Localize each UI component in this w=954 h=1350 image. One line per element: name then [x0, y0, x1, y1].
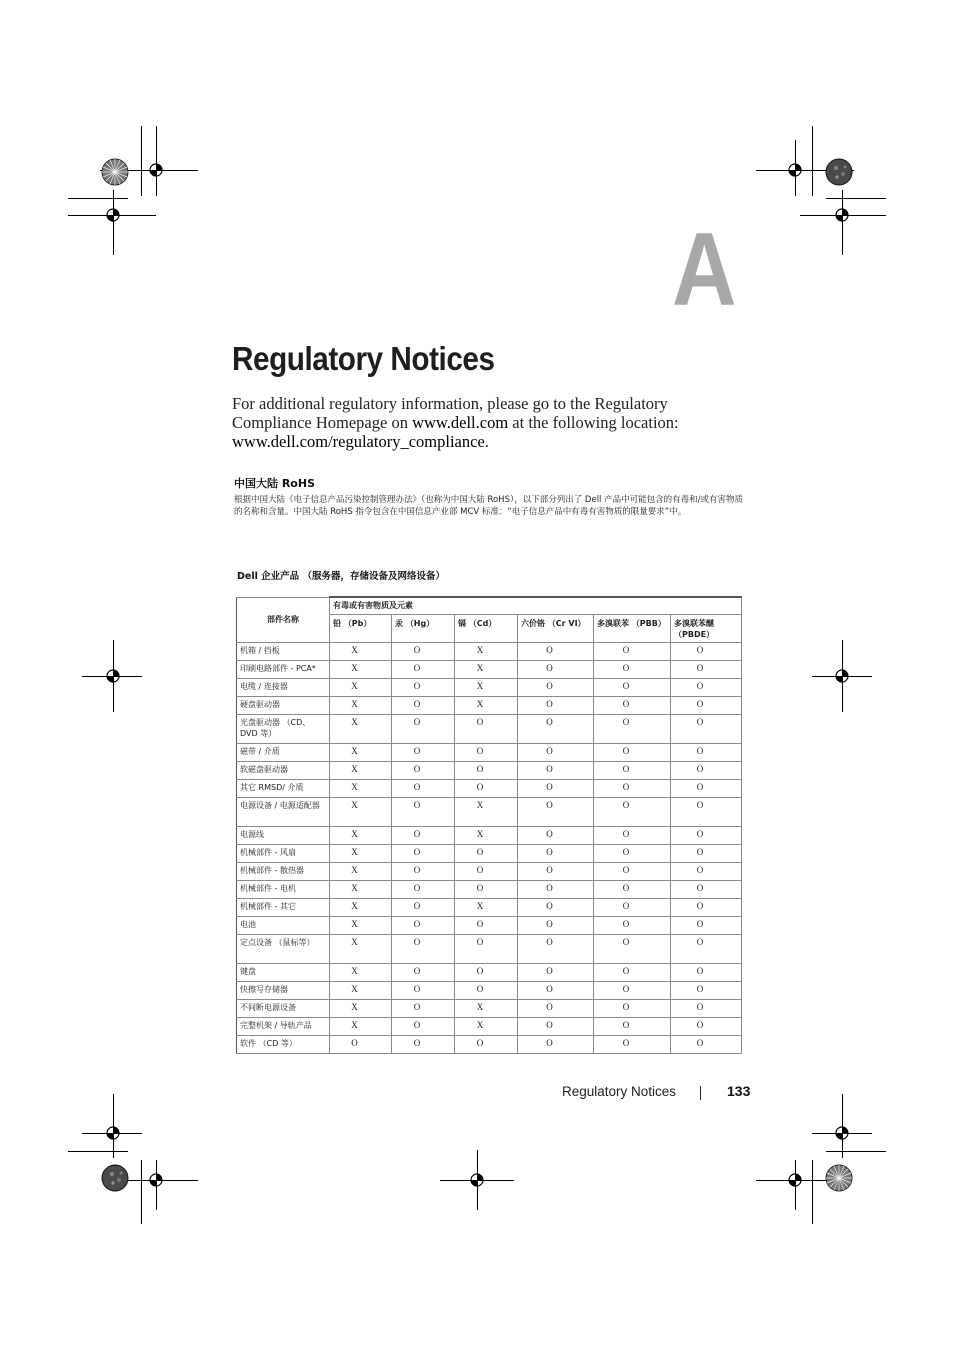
substance-mark-cell: O [671, 827, 742, 845]
substance-mark-cell: O [392, 964, 455, 982]
substance-mark-cell: O [671, 982, 742, 1000]
table-row [237, 982, 742, 1000]
substance-mark-cell: O [518, 1000, 594, 1018]
substance-mark-cell: O [518, 917, 594, 935]
substance-mark-cell: O [594, 982, 671, 1000]
substance-mark-cell: O [671, 798, 742, 827]
substance-mark-cell: X [455, 643, 518, 661]
table-row [237, 661, 742, 679]
substance-mark-cell: O [594, 715, 671, 744]
substance-mark-cell: X [455, 679, 518, 697]
intro-text-middle: at the following location: [508, 413, 679, 432]
substance-mark-cell: O [392, 827, 455, 845]
substance-mark-cell: O [671, 679, 742, 697]
substance-mark-cell: X [455, 697, 518, 715]
substance-mark-cell: O [594, 780, 671, 798]
page-title: Regulatory Notices [232, 340, 495, 377]
substance-mark-cell: O [518, 845, 594, 863]
substance-mark-cell: O [594, 1000, 671, 1018]
substance-mark-cell: O [594, 1036, 671, 1054]
substance-mark-cell: X [455, 798, 518, 827]
substance-mark-cell: O [518, 1036, 594, 1054]
dell-site-link[interactable]: www.dell.com [412, 413, 509, 432]
substance-mark-cell: O [392, 863, 455, 881]
substance-mark-cell: O [518, 643, 594, 661]
substance-mark-cell: O [392, 715, 455, 744]
substance-mark-cell: X [330, 762, 392, 780]
substance-mark-cell: O [594, 661, 671, 679]
substance-mark-cell: O [392, 643, 455, 661]
substance-header: 铅 （Pb） [330, 615, 392, 643]
substance-mark-cell: O [594, 744, 671, 762]
component-cell: 印刷电路部件 - PCA* [237, 661, 330, 679]
substance-mark-cell: O [392, 917, 455, 935]
substance-mark-cell: O [392, 845, 455, 863]
intro-text-after: . [484, 432, 489, 451]
substance-mark-cell: O [671, 863, 742, 881]
substance-mark-cell: O [671, 964, 742, 982]
substance-mark-cell: X [455, 899, 518, 917]
substance-mark-cell: O [671, 643, 742, 661]
table-row [237, 744, 742, 762]
table-row [237, 798, 742, 827]
substance-mark-cell: X [330, 661, 392, 679]
component-cell: 电源设备 / 电源适配器 [237, 798, 330, 827]
page-number: 133 [727, 1083, 751, 1099]
footer-divider [700, 1086, 701, 1100]
substance-mark-cell: O [455, 780, 518, 798]
substance-mark-cell: O [518, 679, 594, 697]
substance-mark-cell: O [392, 697, 455, 715]
table-row [237, 935, 742, 964]
substance-mark-cell: O [594, 917, 671, 935]
component-cell: 电源线 [237, 827, 330, 845]
substance-mark-cell: O [392, 899, 455, 917]
substance-mark-cell: O [455, 744, 518, 762]
substance-mark-cell: X [455, 661, 518, 679]
rohs-substance-table [236, 596, 742, 1054]
substance-mark-cell: O [392, 780, 455, 798]
substance-mark-cell: O [518, 964, 594, 982]
table-row [237, 863, 742, 881]
component-cell: 完整机架 / 导轨产品 [237, 1018, 330, 1036]
substance-mark-cell: O [392, 982, 455, 1000]
substance-mark-cell: X [330, 1018, 392, 1036]
table-row [237, 679, 742, 697]
rohs-table-caption: Dell 企业产品 （服务器，存储设备及网络设备） [237, 571, 445, 582]
regulatory-compliance-link[interactable]: www.dell.com/regulatory_compliance [232, 432, 485, 451]
substance-mark-cell: O [594, 964, 671, 982]
substance-mark-cell: O [671, 697, 742, 715]
component-cell: 光盘驱动器 （CD、 DVD 等） [237, 715, 330, 744]
substance-mark-cell: X [330, 845, 392, 863]
substance-mark-cell: O [518, 982, 594, 1000]
substance-mark-cell: O [392, 1000, 455, 1018]
substance-header: 汞 （Hg） [392, 615, 455, 643]
table-row [237, 899, 742, 917]
substance-mark-cell: O [594, 679, 671, 697]
substance-mark-cell: X [330, 715, 392, 744]
table-row [237, 715, 742, 744]
substance-mark-cell: O [594, 863, 671, 881]
substance-mark-cell: O [518, 881, 594, 899]
component-cell: 机械部件 - 电机 [237, 881, 330, 899]
substance-mark-cell: O [518, 780, 594, 798]
substance-mark-cell: O [518, 827, 594, 845]
substance-mark-cell: O [671, 762, 742, 780]
table-row [237, 762, 742, 780]
intro-paragraph [232, 394, 712, 451]
footer-section-label: Regulatory Notices [562, 1084, 677, 1099]
component-cell: 定点设备 （鼠标等） [237, 935, 330, 964]
substance-mark-cell: O [671, 1036, 742, 1054]
substance-mark-cell: O [392, 798, 455, 827]
substance-mark-cell: O [594, 935, 671, 964]
table-row [237, 697, 742, 715]
chapter-letter: A [672, 212, 737, 328]
substance-mark-cell: O [518, 1018, 594, 1036]
table-row [237, 845, 742, 863]
substance-mark-cell: O [594, 845, 671, 863]
substance-mark-cell: O [455, 863, 518, 881]
intro-text-before: For additional regulatory information, please go to the Regulatory Compliance Homepage on [232, 394, 668, 432]
substance-mark-cell: X [330, 899, 392, 917]
substance-header: 多溴联苯醚 （PBDE） [671, 615, 742, 643]
substance-mark-cell: X [330, 964, 392, 982]
substance-mark-cell: O [455, 1036, 518, 1054]
substance-mark-cell: X [330, 798, 392, 827]
substance-mark-cell: O [455, 935, 518, 964]
substance-mark-cell: X [330, 917, 392, 935]
component-cell: 软磁盘驱动器 [237, 762, 330, 780]
substance-mark-cell: O [392, 1036, 455, 1054]
substance-mark-cell: O [594, 1018, 671, 1036]
substance-mark-cell: O [594, 643, 671, 661]
substance-mark-cell: O [455, 964, 518, 982]
substance-mark-cell: O [594, 798, 671, 827]
substance-mark-cell: O [518, 899, 594, 917]
table-row [237, 643, 742, 661]
component-cell: 硬盘驱动器 [237, 697, 330, 715]
substance-mark-cell: X [330, 679, 392, 697]
rohs-heading: 中国大陆 RoHS [234, 477, 315, 490]
substance-mark-cell: O [518, 798, 594, 827]
substance-mark-cell: O [594, 762, 671, 780]
substance-mark-cell: X [330, 744, 392, 762]
substance-mark-cell: O [392, 661, 455, 679]
substance-mark-cell: O [671, 899, 742, 917]
table-row [237, 964, 742, 982]
component-cell: 快擦写存储器 [237, 982, 330, 1000]
substance-mark-cell: O [518, 935, 594, 964]
substance-mark-cell: O [455, 845, 518, 863]
substance-mark-cell: X [330, 827, 392, 845]
substance-mark-cell: O [671, 1018, 742, 1036]
substance-mark-cell: O [392, 744, 455, 762]
substance-mark-cell: O [455, 762, 518, 780]
rohs-paragraph: 根据中国大陆《电子信息产品污染控制管理办法》（也称为中国大陆 RoHS），以下部分列出了 Dell 产品中可能包含的有毒和/或有害物质的名称和含量。中国大陆 RoHS 指令包含在中国信息产业部 MCV 标准：“电子信息产品中有毒有害物质的限量要求”中。 [234, 495, 743, 517]
substance-mark-cell: O [594, 899, 671, 917]
table-row [237, 917, 742, 935]
substance-mark-cell: O [671, 845, 742, 863]
substance-mark-cell: O [518, 863, 594, 881]
substance-mark-cell: O [671, 715, 742, 744]
rohs-table-body [237, 643, 742, 1054]
substance-mark-cell: O [455, 982, 518, 1000]
substance-mark-cell: X [330, 935, 392, 964]
substance-mark-cell: X [330, 780, 392, 798]
substance-mark-cell: O [518, 697, 594, 715]
substance-mark-cell: X [455, 1000, 518, 1018]
component-cell: 机箱 / 挡板 [237, 643, 330, 661]
component-header: 部件名称 [237, 597, 330, 643]
table-row [237, 827, 742, 845]
substance-mark-cell: O [671, 917, 742, 935]
table-row [237, 881, 742, 899]
substance-mark-cell: O [518, 715, 594, 744]
substance-mark-cell: O [392, 1018, 455, 1036]
substance-mark-cell: X [455, 1018, 518, 1036]
substance-mark-cell: O [594, 827, 671, 845]
substance-mark-cell: O [671, 881, 742, 899]
substance-mark-cell: O [392, 762, 455, 780]
substance-mark-cell: O [330, 1036, 392, 1054]
substance-mark-cell: O [671, 935, 742, 964]
substance-mark-cell: O [392, 935, 455, 964]
component-cell: 机械部件 - 风扇 [237, 845, 330, 863]
component-cell: 键盘 [237, 964, 330, 982]
substance-mark-cell: O [671, 744, 742, 762]
component-cell: 电缆 / 连接器 [237, 679, 330, 697]
substance-mark-cell: X [330, 982, 392, 1000]
substance-group-header: 有毒或有害物质及元素 [330, 597, 742, 615]
table-row [237, 1036, 742, 1054]
table-row [237, 780, 742, 798]
substance-mark-cell: O [392, 881, 455, 899]
substance-mark-cell: X [330, 697, 392, 715]
substance-mark-cell: O [671, 661, 742, 679]
substance-header: 六价铬 （Cr VI） [518, 615, 594, 643]
table-row [237, 1018, 742, 1036]
substance-mark-cell: O [518, 744, 594, 762]
component-cell: 不间断电源设备 [237, 1000, 330, 1018]
component-cell: 磁带 / 介质 [237, 744, 330, 762]
substance-mark-cell: O [518, 762, 594, 780]
substance-mark-cell: X [330, 881, 392, 899]
substance-mark-cell: X [330, 1000, 392, 1018]
substance-mark-cell: O [594, 697, 671, 715]
substance-mark-cell: O [594, 881, 671, 899]
component-cell: 其它 RMSD/ 介质 [237, 780, 330, 798]
substance-mark-cell: X [330, 643, 392, 661]
component-cell: 电池 [237, 917, 330, 935]
substance-header: 镉 （Cd） [455, 615, 518, 643]
component-cell: 机械部件 - 其它 [237, 899, 330, 917]
table-row [237, 1000, 742, 1018]
substance-mark-cell: O [392, 679, 455, 697]
substance-mark-cell: O [455, 917, 518, 935]
substance-mark-cell: O [455, 715, 518, 744]
substance-mark-cell: O [455, 881, 518, 899]
substance-mark-cell: X [330, 863, 392, 881]
component-cell: 软件 （CD 等） [237, 1036, 330, 1054]
substance-mark-cell: X [455, 827, 518, 845]
component-cell: 机械部件 - 散热器 [237, 863, 330, 881]
substance-mark-cell: O [671, 1000, 742, 1018]
substance-mark-cell: O [518, 661, 594, 679]
substance-header: 多溴联苯 （PBB） [594, 615, 671, 643]
substance-mark-cell: O [671, 780, 742, 798]
